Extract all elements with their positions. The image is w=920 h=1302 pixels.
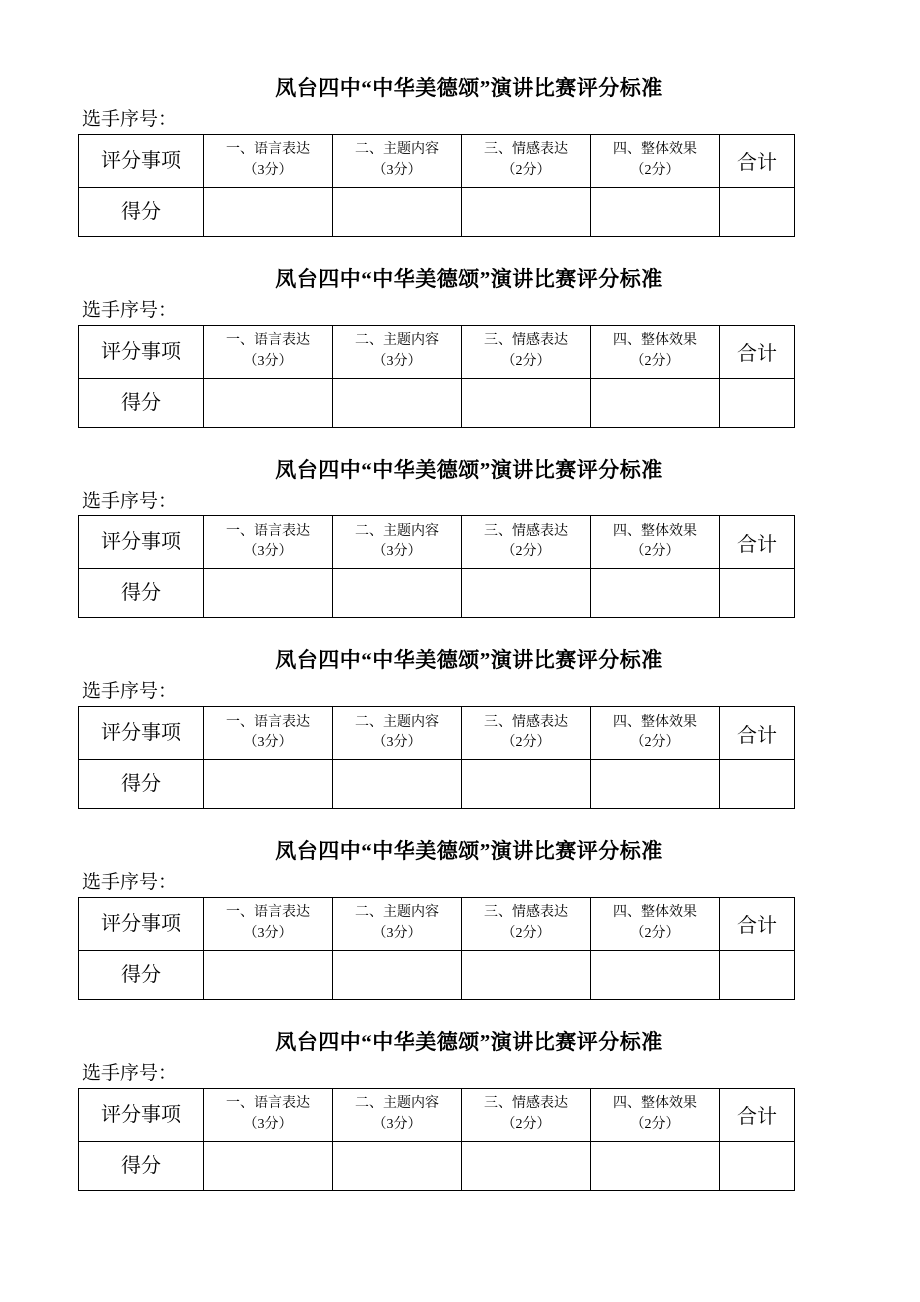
criterion-name: 一、语言表达 [226, 142, 310, 158]
page-title: 凤台四中“中华美德颂”演讲比赛评分标准 [275, 648, 663, 673]
criterion-cell [462, 897, 591, 950]
criterion-cell [591, 1088, 720, 1141]
table-row [79, 325, 795, 378]
row-header-item: 评分事项 [79, 516, 204, 569]
table-row [79, 569, 795, 618]
page-title: 凤台四中“中华美德颂”演讲比赛评分标准 [275, 266, 663, 291]
criterion-points: （3分） [243, 925, 293, 941]
criterion-points: （3分） [243, 162, 293, 178]
total-header: 合计 [720, 325, 795, 378]
criterion-name: 四、整体效果 [613, 333, 697, 349]
row-header-item: 评分事项 [79, 134, 204, 187]
total-input-cell[interactable] [720, 378, 795, 427]
criterion-name: 三、情感表达 [484, 142, 568, 158]
criterion-points: （2分） [501, 162, 551, 178]
score-table [78, 1088, 795, 1191]
score-sheet-block [78, 263, 842, 428]
score-input-cell[interactable] [333, 569, 462, 618]
criterion-points: （2分） [501, 353, 551, 369]
table-row [79, 378, 795, 427]
criterion-points: （2分） [630, 735, 680, 750]
score-input-cell[interactable] [204, 1141, 333, 1190]
criterion-cell [591, 325, 720, 378]
criterion-name: 三、情感表达 [484, 523, 568, 539]
criterion-points: （3分） [372, 544, 422, 560]
score-input-cell[interactable] [204, 950, 333, 999]
score-table [78, 897, 795, 1000]
criterion-name: 三、情感表达 [484, 905, 568, 921]
criterion-name: 二、主题内容 [355, 1096, 439, 1112]
score-table [78, 515, 795, 618]
table-row [79, 1141, 795, 1190]
total-input-cell[interactable] [720, 1141, 795, 1190]
page-title: 凤台四中“中华美德颂”演讲比赛评分标准 [275, 457, 663, 482]
score-input-cell[interactable] [333, 187, 462, 236]
table-row [79, 707, 795, 760]
criterion-name: 一、语言表达 [226, 1096, 310, 1112]
score-input-cell[interactable] [204, 378, 333, 427]
criterion-name: 四、整体效果 [613, 523, 697, 539]
criterion-cell [204, 134, 333, 187]
criterion-name: 二、主题内容 [355, 142, 439, 158]
criterion-points: （3分） [372, 925, 422, 941]
criterion-points: （2分） [501, 735, 551, 750]
criterion-points: （3分） [243, 544, 293, 560]
table-row [79, 187, 795, 236]
criterion-points: （2分） [630, 925, 680, 941]
score-sheet-block [78, 1026, 842, 1191]
row-header-score: 得分 [79, 569, 204, 618]
criterion-cell [462, 325, 591, 378]
score-sheet-block [78, 454, 842, 619]
criterion-cell [204, 707, 333, 760]
page-title: 凤台四中“中华美德颂”演讲比赛评分标准 [275, 839, 663, 863]
row-header-score: 得分 [79, 1141, 204, 1190]
row-header-score: 得分 [79, 950, 204, 999]
criterion-cell [333, 1088, 462, 1141]
total-header: 合计 [720, 1088, 795, 1141]
row-header-item: 评分事项 [79, 325, 204, 378]
score-input-cell[interactable] [462, 1141, 591, 1190]
total-input-cell[interactable] [720, 569, 795, 618]
score-input-cell[interactable] [204, 569, 333, 618]
score-sheet-block [78, 72, 842, 237]
criterion-name: 一、语言表达 [226, 714, 310, 730]
score-input-cell[interactable] [333, 760, 462, 809]
criterion-name: 二、主题内容 [355, 905, 439, 921]
score-input-cell[interactable] [591, 187, 720, 236]
criterion-name: 二、主题内容 [355, 523, 439, 539]
criterion-cell [333, 325, 462, 378]
score-input-cell[interactable] [462, 569, 591, 618]
criterion-points: （2分） [501, 925, 551, 941]
table-row [79, 516, 795, 569]
score-input-cell[interactable] [333, 950, 462, 999]
total-input-cell[interactable] [720, 760, 795, 809]
contestant-number-label: 选手序号： [82, 299, 178, 321]
criterion-cell [462, 707, 591, 760]
criterion-cell [591, 707, 720, 760]
total-header: 合计 [720, 516, 795, 569]
criterion-name: 三、情感表达 [484, 333, 568, 349]
criterion-points: （2分） [630, 353, 680, 369]
criterion-name: 三、情感表达 [484, 1096, 568, 1112]
criterion-points: （3分） [372, 162, 422, 178]
criterion-cell [591, 516, 720, 569]
criterion-points: （3分） [372, 353, 422, 369]
page-title: 凤台四中“中华美德颂”演讲比赛评分标准 [275, 76, 663, 100]
score-input-cell[interactable] [591, 378, 720, 427]
score-sheet-block [78, 835, 842, 1000]
criterion-cell [462, 1088, 591, 1141]
criterion-points: （3分） [243, 735, 293, 750]
criterion-points: （2分） [501, 544, 551, 560]
table-row [79, 897, 795, 950]
table-row [79, 1088, 795, 1141]
score-input-cell[interactable] [204, 187, 333, 236]
score-table [78, 325, 795, 428]
score-input-cell[interactable] [591, 760, 720, 809]
score-input-cell[interactable] [462, 187, 591, 236]
criterion-cell [462, 516, 591, 569]
criterion-points: （3分） [372, 1116, 422, 1132]
criterion-name: 二、主题内容 [355, 714, 439, 730]
total-input-cell[interactable] [720, 950, 795, 999]
criterion-points: （2分） [630, 1116, 680, 1132]
criterion-points: （3分） [372, 735, 422, 750]
score-input-cell[interactable] [333, 378, 462, 427]
criterion-cell [591, 897, 720, 950]
score-input-cell[interactable] [204, 760, 333, 809]
contestant-number-label: 选手序号： [82, 1062, 178, 1084]
row-header-item: 评分事项 [79, 897, 204, 950]
table-row [79, 760, 795, 809]
criterion-name: 一、语言表达 [226, 523, 310, 539]
criterion-name: 二、主题内容 [355, 333, 439, 349]
criterion-cell [333, 134, 462, 187]
score-table [78, 706, 795, 809]
criterion-points: （2分） [501, 1116, 551, 1132]
criterion-cell [204, 516, 333, 569]
contestant-number-label: 选手序号： [82, 681, 178, 703]
score-input-cell[interactable] [591, 950, 720, 999]
criterion-name: 四、整体效果 [613, 714, 697, 730]
criterion-points: （2分） [630, 162, 680, 178]
score-table [78, 134, 795, 237]
score-input-cell[interactable] [333, 1141, 462, 1190]
total-header: 合计 [720, 707, 795, 760]
table-row [79, 134, 795, 187]
criterion-cell [333, 897, 462, 950]
criterion-name: 四、整体效果 [613, 142, 697, 158]
page-title: 凤台四中“中华美德颂”演讲比赛评分标准 [275, 1029, 663, 1054]
score-input-cell[interactable] [462, 760, 591, 809]
criterion-cell [204, 1088, 333, 1141]
total-header: 合计 [720, 134, 795, 187]
criterion-points: （3分） [243, 353, 293, 369]
criterion-name: 四、整体效果 [613, 1096, 697, 1112]
row-header-score: 得分 [79, 187, 204, 236]
contestant-number-label: 选手序号： [82, 872, 178, 893]
criterion-points: （3分） [243, 1116, 293, 1132]
criterion-cell [591, 134, 720, 187]
total-input-cell[interactable] [720, 187, 795, 236]
criterion-name: 三、情感表达 [484, 714, 568, 730]
criterion-cell [462, 134, 591, 187]
criterion-cell [333, 707, 462, 760]
contestant-number-label: 选手序号： [82, 490, 178, 512]
criterion-points: （2分） [630, 544, 680, 560]
score-input-cell[interactable] [462, 950, 591, 999]
row-header-item: 评分事项 [79, 707, 204, 760]
score-input-cell[interactable] [462, 378, 591, 427]
row-header-item: 评分事项 [79, 1088, 204, 1141]
score-input-cell[interactable] [591, 569, 720, 618]
row-header-score: 得分 [79, 378, 204, 427]
total-header: 合计 [720, 897, 795, 950]
score-sheet-block [78, 644, 842, 809]
score-input-cell[interactable] [591, 1141, 720, 1190]
criterion-name: 四、整体效果 [613, 905, 697, 921]
criterion-cell [204, 897, 333, 950]
criterion-name: 一、语言表达 [226, 333, 310, 349]
criterion-cell [204, 325, 333, 378]
criterion-cell [333, 516, 462, 569]
table-row [79, 950, 795, 999]
criterion-name: 一、语言表达 [226, 905, 310, 921]
row-header-score: 得分 [79, 760, 204, 809]
contestant-number-label: 选手序号： [82, 109, 178, 130]
